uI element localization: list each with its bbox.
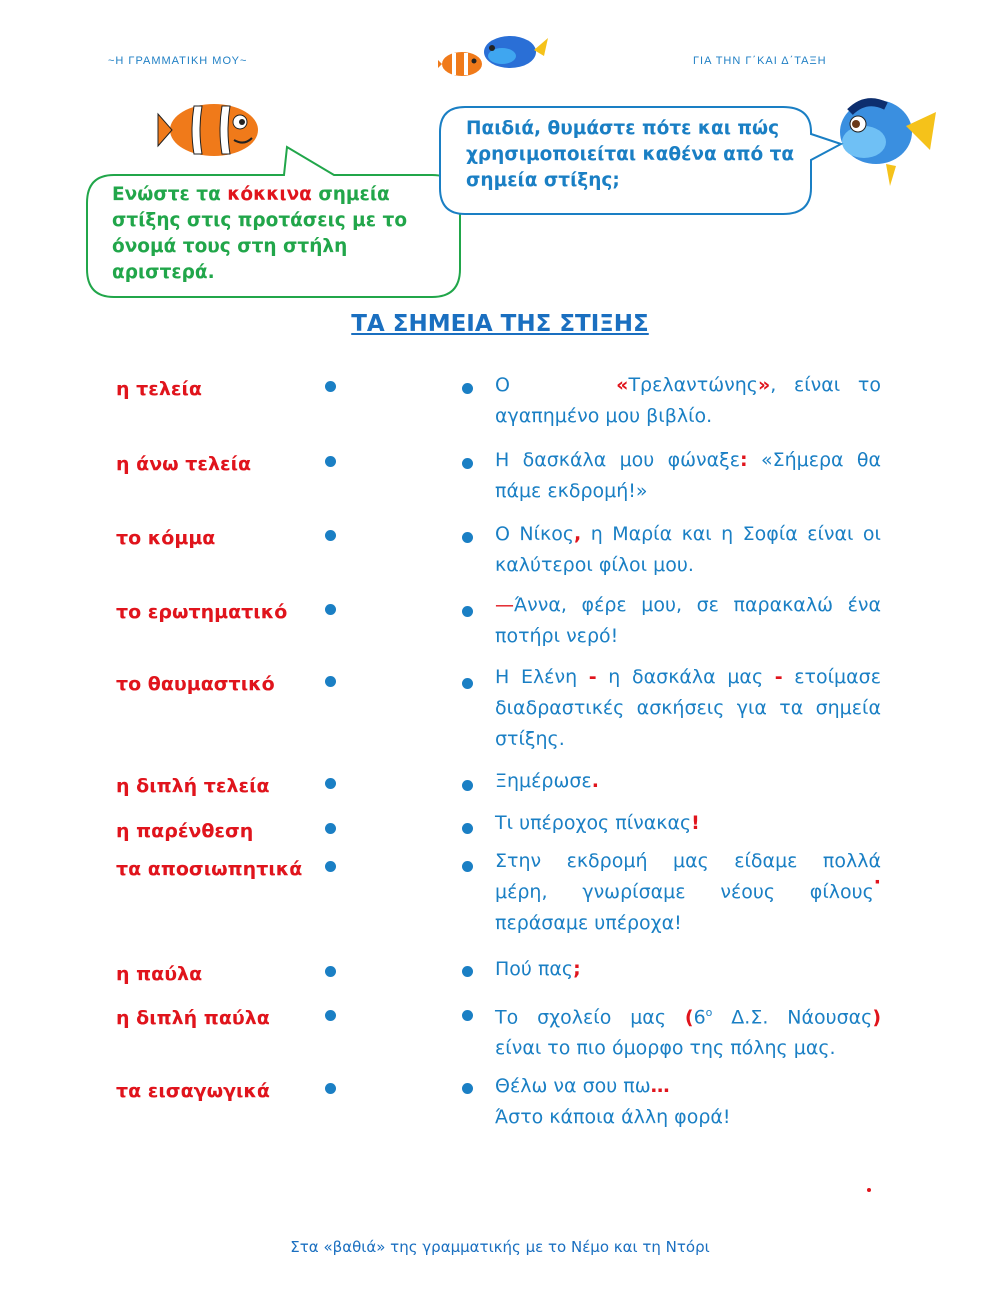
right-dot-11[interactable] [462, 1083, 473, 1094]
sentence-6: Ξημέρωσε. [495, 770, 599, 792]
sentence-1: Ο «Τρελαντώνης», είναι το αγαπημένο μου βιβλίο. [495, 374, 881, 427]
sentence-9: Πού πας; [495, 958, 581, 980]
sentence-5: Η Ελένη - η δασκάλα μας - ετοίμασε διαδραστικές ασκήσεις για τα σημεία στίξης. [495, 666, 881, 750]
instruction-text-2: σημεία στίξης στις προτάσεις με το όνομά τους στη στήλη αριστερά. [112, 184, 408, 283]
green-bubble-instructions [112, 182, 442, 286]
sentence-2: Η δασκάλα μου φώναξε: «Σήμερα θα πάμε εκδρομή!» [495, 449, 882, 502]
label-ano-teleia[interactable]: η άνω τελεία [116, 453, 252, 475]
label-aposiopitika[interactable]: τα αποσιωπητικά [116, 858, 303, 880]
right-dot-2[interactable] [462, 458, 473, 469]
left-dot-11[interactable] [325, 1083, 336, 1094]
label-teleia[interactable]: η τελεία [116, 378, 202, 400]
right-dot-10[interactable] [462, 1010, 473, 1021]
sentence-10: Το σχολείο μας ($6^o$ Δ.Σ. Νάουσας) είναι το πιο όμορφο της πόλης μας. [495, 1006, 882, 1060]
page-title: ΤΑ ΣΗΜΕΙΑ ΤΗΣ ΣΤΙΞΗΣ [351, 311, 649, 337]
sentence-4: —Άννα, φέρε μου, σε παρακαλώ ένα ποτήρι νερό! [495, 594, 881, 647]
left-dot-10[interactable] [325, 1010, 336, 1021]
left-dot-3[interactable] [325, 530, 336, 541]
left-dot-4[interactable] [325, 604, 336, 615]
label-dipli-pavla[interactable]: η διπλή παύλα [116, 1007, 270, 1029]
stray-red-dot [867, 1188, 871, 1192]
sentence-8: Στην εκδρομή μας είδαμε πολλά μέρη, γνωρίσαμε νέους φίλους· περάσαμε υπέροχα! [495, 850, 881, 934]
label-pavla[interactable]: η παύλα [116, 963, 203, 985]
blue-bubble-question: Παιδιά, θυμάστε πότε και πώς χρησιμοποιείται καθένα από τα σημεία στίξης; [466, 118, 795, 191]
right-dot-4[interactable] [462, 606, 473, 617]
header-left: ~Η ΓΡΑΜΜΑΤΙΚΗ ΜΟΥ~ [108, 55, 248, 67]
right-dot-1[interactable] [462, 383, 473, 394]
right-dot-5[interactable] [462, 678, 473, 689]
left-dot-1[interactable] [325, 381, 336, 392]
right-dot-3[interactable] [462, 532, 473, 543]
right-dot-7[interactable] [462, 823, 473, 834]
right-dot-8[interactable] [462, 861, 473, 872]
right-dot-6[interactable] [462, 780, 473, 791]
label-eisagogika[interactable]: τα εισαγωγικά [116, 1080, 270, 1102]
sentence-7: Τι υπέροχος πίνακας! [495, 812, 700, 834]
right-dot-9[interactable] [462, 966, 473, 977]
left-dot-5[interactable] [325, 676, 336, 687]
label-dipli-teleia[interactable]: η διπλή τελεία [116, 775, 270, 797]
left-dot-2[interactable] [325, 456, 336, 467]
left-dot-8[interactable] [325, 861, 336, 872]
header-right: ΓΙΑ ΤΗΝ Γ΄ΚΑΙ Δ΄ΤΑΞΗ [693, 55, 827, 67]
left-dot-9[interactable] [325, 966, 336, 977]
instruction-red-word: κόκκινα [227, 184, 312, 205]
left-dot-6[interactable] [325, 778, 336, 789]
label-parenthesi[interactable]: η παρένθεση [116, 820, 254, 842]
sentence-3: Ο Νίκος, η Μαρία και η Σοφία είναι οι καλύτεροι φίλοι μου. [495, 523, 881, 576]
label-thaumastiko[interactable]: το θαυμαστικό [116, 673, 275, 695]
footer-text: Στα «βαθιά» της γραμματικής με το Νέμο και τη Ντόρι [290, 1238, 710, 1256]
left-dot-7[interactable] [325, 823, 336, 834]
instruction-text-1: Ενώστε τα [112, 184, 228, 205]
label-erotimatiko[interactable]: το ερωτηματικό [116, 601, 288, 623]
label-komma[interactable]: το κόμμα [116, 527, 216, 549]
sentence-11: Θέλω να σου πω… Άστο κάποια άλλη φορά! [495, 1075, 731, 1128]
fish-pair-illustration [438, 30, 548, 82]
